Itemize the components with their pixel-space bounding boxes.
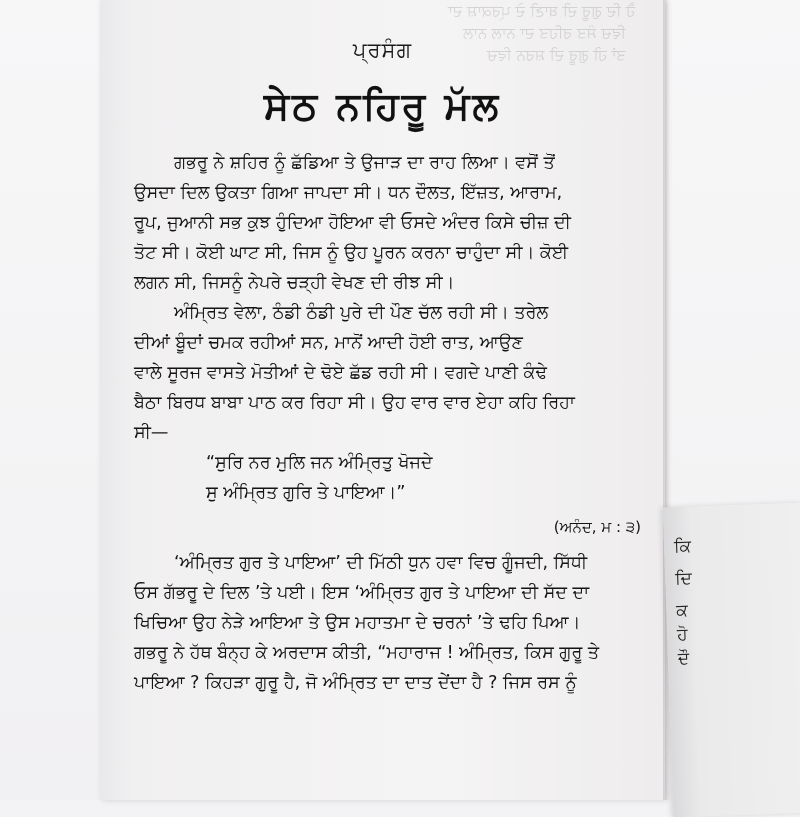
text-line: ਓਸ ਗੱਭਰੂ ਦੇ ਦਿਲ ’ਤੇ ਪਈ। ਇਸ ‘ਅੰਮ੍ਰਿਤ ਗੁਰ ਤੇ ਪਾਇਆ ਦੀ ਸੱਦ ਦਾ bbox=[134, 583, 590, 603]
text-line: ਅੰਮ੍ਰਿਤ ਵੇਲਾ, ਠੰਡੀ ਠੰਡੀ ਪੁਰੇ ਦੀ ਪੌਣ ਚੱਲ ਰਹੀ ਸੀ। ਤਰੇਲ bbox=[174, 303, 549, 323]
text-line: ਗਭਰੂ ਨੇ ਸ਼ਹਿਰ ਨੂੰ ਛੱਡਿਆ ਤੇ ਉਜਾੜ ਦਾ ਰਾਹ ਲਿਆ। ਵਸੋਂ ਤੋਂ bbox=[174, 153, 555, 173]
next-page-edge bbox=[663, 503, 800, 817]
text-line: ਲਗਨ ਸੀ, ਜਿਸਨੂੰ ਨੇਪਰੇ ਚੜ੍ਹੀ ਵੇਖਣ ਦੀ ਰੀਝ ਸੀ। bbox=[134, 273, 455, 293]
chapter-title: ਸੇਠ ਨਹਿਰੂ ਮੱਲ bbox=[263, 84, 502, 128]
text-line: ‘ਅੰਮ੍ਰਿਤ ਗੁਰ ਤੇ ਪਾਇਆ’ ਦੀ ਮਿੱਠੀ ਧੁਨ ਹਵਾ ਵਿਚ ਗੂੰਜਦੀ, ਸਿੱਧੀ bbox=[174, 553, 588, 573]
next-page-fragment: ਕਿ bbox=[673, 536, 692, 558]
text-line: ਰੂਪ, ਜੁਆਨੀ ਸਭ ਕੁਝ ਹੁੰਦਿਆ ਹੋਇਆ ਵੀ ਓਸਦੇ ਅੰਦਰ ਕਿਸੇ ਚੀਜ਼ ਦੀ bbox=[134, 213, 571, 233]
next-page-fragment: ਦੌ bbox=[677, 648, 690, 670]
next-page-fragment: ਹੋ bbox=[676, 624, 688, 646]
text-line: ਪਾਇਆ ? ਕਿਹੜਾ ਗੁਰੂ ਹੈ, ਜੋ ਅੰਮ੍ਰਿਤ ਦਾ ਦਾਤ ਦੇਂਦਾ ਹੈ ? ਜਿਸ ਰਸ ਨੂੰ bbox=[134, 673, 577, 693]
next-page-fragment: ਕ bbox=[675, 600, 689, 622]
next-page-fragment: ਦਿ bbox=[674, 568, 693, 590]
text-line: ਸੀ— bbox=[134, 423, 169, 443]
text-line: ਤੋਟ ਸੀ। ਕੋਈ ਘਾਟ ਸੀ, ਜਿਸ ਨੂੰ ਉਹ ਪੂਰਨ ਕਰਨਾ ਚਾਹੁੰਦਾ ਸੀ। ਕੋਈ bbox=[134, 243, 569, 263]
quote-citation: (ਅਨੰਦ, ਮ : ੩) bbox=[553, 518, 641, 536]
body-text bbox=[134, 148, 649, 698]
text-line: ਬੈਠਾ ਬਿਰਧ ਬਾਬਾ ਪਾਠ ਕਰ ਰਿਹਾ ਸੀ। ਉਹ ਵਾਰ ਵਾਰ ਏਹਾ ਕਹਿ ਰਿਹਾ bbox=[134, 393, 575, 413]
text-line: ਦੀਆਂ ਬੂੰਦਾਂ ਚਮਕ ਰਹੀਆਂ ਸਨ, ਮਾਨੋਂ ਆਦੀ ਹੋਈ ਰਾਤ, ਆਉਣ bbox=[134, 333, 523, 353]
text-line: ਗਭਰੂ ਨੇ ਹੱਥ ਬੰਨ੍ਹ ਕੇ ਅਰਦਾਸ ਕੀਤੀ, “ਮਹਾਰਾਜ ! ਅੰਮ੍ਰਿਤ, ਕਿਸ ਗੁਰੂ ਤੇ bbox=[134, 643, 600, 663]
bleed-through-text: ਹੈ ਦਿ ਗੁਰੂ ਦੀ ਬਾਣੀ ਦੇ ਪ੍ਰਕਾਸ਼ ਦਾ ਵਿਚ ਸੰਤ ਰਹਿਤ ਦਾ ਨਾਲ ਨਾਲ ਤਾਂ ਹੀ ਗੁਰੂ ਦੀ ਸ਼ਰਨ ਵਿਚ bbox=[447, 2, 635, 64]
text-line: ਖਿਚਿਆ ਉਹ ਨੇੜੇ ਆਇਆ ਤੇ ਉਸ ਮਹਾਤਮਾ ਦੇ ਚਰਨਾਂ ’ਤੇ ਢਹਿ ਪਿਆ। bbox=[134, 613, 581, 633]
quote-line: “ਸੁਰਿ ਨਰ ਮੁਲਿ ਜਨ ਅੰਮ੍ਰਿਤੁ ਖੋਜਦੇ bbox=[206, 453, 433, 473]
book-page bbox=[100, 0, 665, 800]
text-line: ਉਸਦਾ ਦਿਲ ਉਕਤਾ ਗਿਆ ਜਾਪਦਾ ਸੀ। ਧਨ ਦੌਲਤ, ਇੱਜ਼ਤ, ਆਰਾਮ, bbox=[134, 183, 563, 203]
section-kicker: ਪ੍ਰਸੰਗ bbox=[352, 38, 413, 62]
text-line: ਵਾਲੇ ਸੂਰਜ ਵਾਸਤੇ ਮੋਤੀਆਂ ਦੇ ਢੋਏ ਛੱਡ ਰਹੀ ਸੀ। ਵਗਦੇ ਪਾਣੀ ਕੰਢੇ bbox=[134, 363, 547, 383]
quote-line: ਸੁ ਅੰਮ੍ਰਿਤ ਗੁਰਿ ਤੇ ਪਾਇਆ।” bbox=[206, 483, 406, 503]
